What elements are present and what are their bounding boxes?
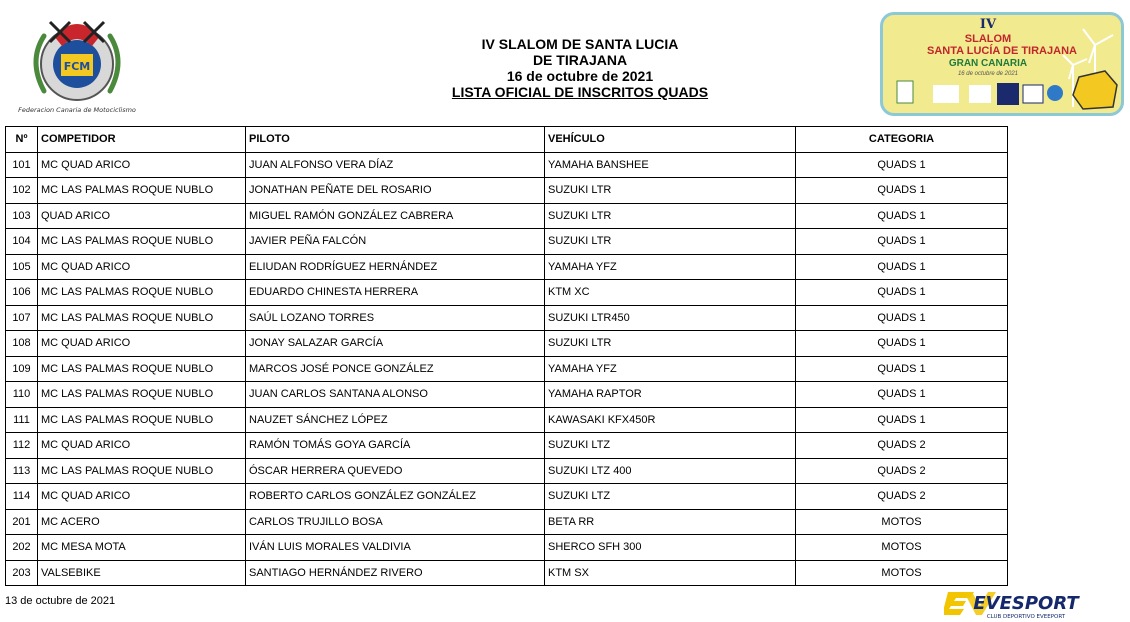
cell-category: QUADS 1	[796, 407, 1008, 433]
table-row	[6, 535, 1008, 561]
cell-pilot: CARLOS TRUJILLO BOSA	[246, 509, 545, 535]
cell-pilot: RAMÓN TOMÁS GOYA GARCÍA	[246, 433, 545, 459]
cell-competitor: MC QUAD ARICO	[38, 484, 246, 510]
cell-vehicle: SUZUKI LTR	[545, 331, 796, 357]
table-row	[6, 407, 1008, 433]
cell-competitor: MC LAS PALMAS ROQUE NUBLO	[38, 356, 246, 382]
plate-slalom: SLALOM	[964, 33, 1012, 45]
cell-vehicle: YAMAHA YFZ	[545, 254, 796, 280]
cell-pilot: JUAN CARLOS SANTANA ALONSO	[246, 382, 545, 408]
cell-pilot: JONATHAN PEÑATE DEL ROSARIO	[246, 178, 545, 204]
sponsor-tagline: CLUB DEPORTIVO EVEEPORT	[986, 614, 1066, 620]
event-date: 16 de octubre de 2021	[506, 68, 654, 84]
cell-vehicle: SUZUKI LTR	[545, 229, 796, 255]
cell-competitor: QUAD ARICO	[38, 203, 246, 229]
cell-pilot: SANTIAGO HERNÁNDEZ RIVERO	[246, 560, 545, 586]
cell-vehicle: BETA RR	[545, 509, 796, 535]
cell-category: QUADS 1	[796, 229, 1008, 255]
plate-island: GRAN CANARIA	[948, 58, 1028, 69]
cell-pilot: NAUZET SÁNCHEZ LÓPEZ	[246, 407, 545, 433]
cell-category: QUADS 1	[796, 305, 1008, 331]
footer-date: 13 de octubre de 2021	[5, 595, 116, 607]
table-row	[6, 560, 1008, 586]
cell-competitor: VALSEBIKE	[38, 560, 246, 586]
cell-pilot: JONAY SALAZAR GARCÍA	[246, 331, 545, 357]
cell-category: QUADS 1	[796, 331, 1008, 357]
cell-vehicle: SUZUKI LTZ	[545, 484, 796, 510]
cell-pilot: ELIUDAN RODRÍGUEZ HERNÁNDEZ	[246, 254, 545, 280]
table-row	[6, 280, 1008, 306]
cell-num: 202	[6, 535, 38, 561]
table-row	[6, 356, 1008, 382]
cell-category: QUADS 1	[796, 356, 1008, 382]
cell-num: 112	[6, 433, 38, 459]
plate-edition: IV	[979, 17, 997, 32]
cell-num: 107	[6, 305, 38, 331]
table-row	[6, 382, 1008, 408]
list-title: LISTA OFICIAL DE INSCRITOS QUADS	[451, 84, 709, 100]
cell-pilot: ROBERTO CARLOS GONZÁLEZ GONZÁLEZ	[246, 484, 545, 510]
col-header-competitor: COMPETIDOR	[38, 127, 246, 153]
cell-num: 106	[6, 280, 38, 306]
cell-competitor: MC MESA MOTA	[38, 535, 246, 561]
federation-initials: FCM	[63, 60, 91, 73]
cell-pilot: SAÚL LOZANO TORRES	[246, 305, 545, 331]
cell-num: 110	[6, 382, 38, 408]
cell-competitor: MC QUAD ARICO	[38, 433, 246, 459]
cell-num: 114	[6, 484, 38, 510]
cell-num: 105	[6, 254, 38, 280]
cell-competitor: MC QUAD ARICO	[38, 331, 246, 357]
cell-pilot: JUAN ALFONSO VERA DÍAZ	[246, 152, 545, 178]
event-title-line2: DE TIRAJANA	[532, 52, 628, 68]
cell-vehicle: SUZUKI LTR450	[545, 305, 796, 331]
entries-table	[5, 126, 1008, 586]
cell-category: QUADS 2	[796, 433, 1008, 459]
cell-vehicle: KTM XC	[545, 280, 796, 306]
col-header-num: Nº	[6, 127, 38, 153]
cell-pilot: JAVIER PEÑA FALCÓN	[246, 229, 545, 255]
cell-competitor: MC LAS PALMAS ROQUE NUBLO	[38, 229, 246, 255]
sponsor-logo-icon	[944, 588, 1084, 620]
cell-category: QUADS 1	[796, 178, 1008, 204]
table-row	[6, 433, 1008, 459]
cell-num: 201	[6, 509, 38, 535]
cell-vehicle: YAMAHA BANSHEE	[545, 152, 796, 178]
cell-num: 103	[6, 203, 38, 229]
table-row	[6, 229, 1008, 255]
col-header-vehicle: VEHÍCULO	[545, 127, 796, 153]
cell-competitor: MC LAS PALMAS ROQUE NUBLO	[38, 305, 246, 331]
cell-competitor: MC LAS PALMAS ROQUE NUBLO	[38, 407, 246, 433]
rally-plate-logo	[880, 12, 1124, 116]
cell-vehicle: KTM SX	[545, 560, 796, 586]
cell-vehicle: SUZUKI LTZ	[545, 433, 796, 459]
cell-num: 111	[6, 407, 38, 433]
document-header	[0, 0, 1130, 125]
table-row	[6, 178, 1008, 204]
cell-competitor: MC LAS PALMAS ROQUE NUBLO	[38, 458, 246, 484]
cell-competitor: MC LAS PALMAS ROQUE NUBLO	[38, 280, 246, 306]
cell-competitor: MC ACERO	[38, 509, 246, 535]
cell-num: 102	[6, 178, 38, 204]
cell-category: QUADS 2	[796, 484, 1008, 510]
cell-competitor: MC LAS PALMAS ROQUE NUBLO	[38, 178, 246, 204]
plate-location: SANTA LUCÍA DE TIRAJANA	[927, 45, 1077, 57]
col-header-pilot: PILOTO	[246, 127, 545, 153]
cell-vehicle: KAWASAKI KFX450R	[545, 407, 796, 433]
cell-vehicle: YAMAHA YFZ	[545, 356, 796, 382]
cell-vehicle: SUZUKI LTR	[545, 178, 796, 204]
cell-num: 109	[6, 356, 38, 382]
table-row	[6, 484, 1008, 510]
table-body	[6, 152, 1008, 586]
sponsor-name: EVESPORT	[973, 593, 1079, 614]
cell-category: MOTOS	[796, 509, 1008, 535]
table-row	[6, 203, 1008, 229]
event-title	[330, 36, 830, 100]
table-row	[6, 305, 1008, 331]
cell-category: QUADS 1	[796, 280, 1008, 306]
cell-vehicle: YAMAHA RAPTOR	[545, 382, 796, 408]
cell-category: MOTOS	[796, 560, 1008, 586]
cell-pilot: IVÁN LUIS MORALES VALDIVIA	[246, 535, 545, 561]
cell-vehicle: SHERCO SFH 300	[545, 535, 796, 561]
cell-vehicle: SUZUKI LTZ 400	[545, 458, 796, 484]
cell-pilot: EDUARDO CHINESTA HERRERA	[246, 280, 545, 306]
federation-name: Federacion Canaria de Motociclismo	[18, 106, 136, 114]
cell-category: QUADS 1	[796, 382, 1008, 408]
table-row	[6, 458, 1008, 484]
cell-num: 113	[6, 458, 38, 484]
cell-category: QUADS 1	[796, 203, 1008, 229]
table-header-row	[6, 127, 1008, 153]
cell-category: QUADS 2	[796, 458, 1008, 484]
table-row	[6, 509, 1008, 535]
cell-category: QUADS 1	[796, 254, 1008, 280]
event-title-line1: IV SLALOM DE SANTA LUCIA	[481, 36, 679, 52]
cell-num: 203	[6, 560, 38, 586]
cell-competitor: MC QUAD ARICO	[38, 254, 246, 280]
table-row	[6, 254, 1008, 280]
plate-date: 16 de octubre de 2021	[957, 71, 1019, 77]
cell-competitor: MC LAS PALMAS ROQUE NUBLO	[38, 382, 246, 408]
cell-pilot: MIGUEL RAMÓN GONZÁLEZ CABRERA	[246, 203, 545, 229]
cell-pilot: ÓSCAR HERRERA QUEVEDO	[246, 458, 545, 484]
cell-num: 108	[6, 331, 38, 357]
cell-vehicle: SUZUKI LTR	[545, 203, 796, 229]
cell-num: 104	[6, 229, 38, 255]
sponsor-badge-icon	[897, 81, 1063, 105]
cell-category: QUADS 1	[796, 152, 1008, 178]
cell-category: MOTOS	[796, 535, 1008, 561]
col-header-category: CATEGORIA	[796, 127, 1008, 153]
cell-num: 101	[6, 152, 38, 178]
cell-competitor: MC QUAD ARICO	[38, 152, 246, 178]
cell-pilot: MARCOS JOSÉ PONCE GONZÁLEZ	[246, 356, 545, 382]
federation-logo-icon	[14, 6, 140, 116]
table-row	[6, 152, 1008, 178]
table-row	[6, 331, 1008, 357]
